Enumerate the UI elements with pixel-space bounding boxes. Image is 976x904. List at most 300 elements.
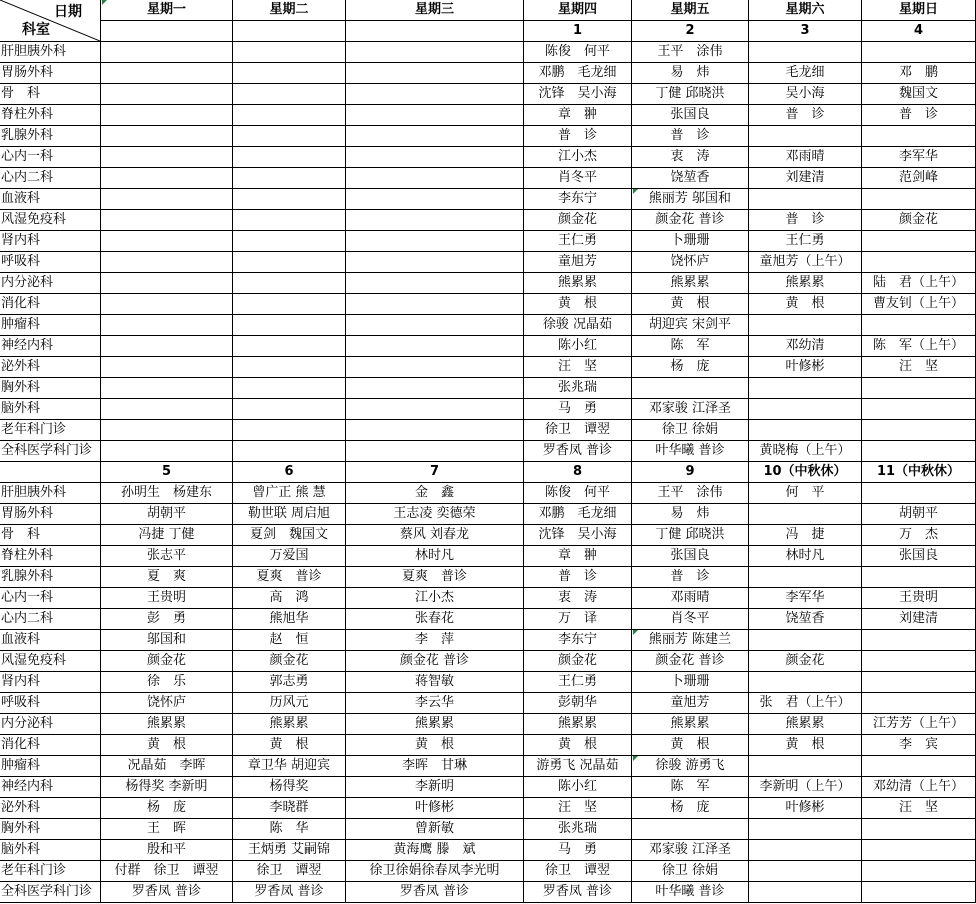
schedule-cell[interactable]: 游勇飞 况晶茹 [524, 756, 632, 777]
schedule-cell[interactable]: 李 萍 [346, 630, 524, 651]
schedule-cell[interactable] [749, 189, 862, 210]
schedule-cell[interactable]: 林时凡 [346, 546, 524, 567]
weekday-header-7[interactable]: 星期日 [862, 0, 976, 21]
schedule-cell[interactable]: 冯 捷 [749, 525, 862, 546]
schedule-cell[interactable]: 江小杰 [346, 588, 524, 609]
schedule-cell[interactable]: 叶华曦 普诊 [632, 441, 749, 462]
schedule-cell[interactable] [101, 252, 233, 273]
weekday-header-2[interactable]: 星期二 [233, 0, 346, 21]
schedule-cell[interactable]: 赵 恒 [233, 630, 346, 651]
department-label[interactable]: 骨 科 [0, 84, 101, 105]
schedule-cell[interactable]: 张志平 [101, 546, 233, 567]
schedule-cell[interactable]: 卜珊珊 [632, 231, 749, 252]
schedule-cell[interactable] [233, 399, 346, 420]
schedule-cell[interactable] [233, 147, 346, 168]
schedule-cell[interactable]: 江芳芳（上午） [862, 714, 976, 735]
schedule-cell[interactable]: 魏国文 [862, 84, 976, 105]
schedule-cell[interactable]: 张兆瑞 [524, 819, 632, 840]
schedule-cell[interactable] [346, 399, 524, 420]
schedule-cell[interactable] [862, 651, 976, 672]
schedule-cell[interactable]: 衷 涛 [524, 588, 632, 609]
schedule-cell[interactable]: 杨得奖 [233, 777, 346, 798]
schedule-cell[interactable]: 刘建清 [749, 168, 862, 189]
schedule-cell[interactable]: 邬国和 [101, 630, 233, 651]
department-label[interactable]: 全科医学科门诊 [0, 882, 101, 903]
schedule-cell[interactable]: 李军华 [862, 147, 976, 168]
schedule-cell[interactable]: 陆 君（上午） [862, 273, 976, 294]
schedule-cell[interactable] [233, 441, 346, 462]
schedule-cell[interactable] [101, 273, 233, 294]
schedule-cell[interactable] [632, 819, 749, 840]
schedule-cell[interactable]: 孙明生 杨建东 [101, 483, 233, 504]
schedule-cell[interactable]: 蒋智敏 [346, 672, 524, 693]
schedule-cell[interactable]: 汪 坚 [862, 357, 976, 378]
department-label[interactable]: 肝胆胰外科 [0, 42, 101, 63]
week2-date-cell[interactable]: 6 [233, 462, 346, 483]
schedule-cell[interactable]: 章 翀 [524, 546, 632, 567]
weekday-header-6[interactable]: 星期六 [749, 0, 862, 21]
schedule-cell[interactable]: 蔡风 刘春龙 [346, 525, 524, 546]
department-label[interactable]: 老年科门诊 [0, 861, 101, 882]
schedule-cell[interactable] [346, 420, 524, 441]
schedule-cell[interactable] [346, 168, 524, 189]
schedule-cell[interactable]: 马 勇 [524, 399, 632, 420]
week2-date-cell[interactable]: 9 [632, 462, 749, 483]
schedule-cell[interactable] [862, 252, 976, 273]
schedule-cell[interactable]: 王仁勇 [524, 231, 632, 252]
schedule-cell[interactable]: 历风元 [233, 693, 346, 714]
schedule-cell[interactable]: 张国良 [862, 546, 976, 567]
schedule-cell[interactable]: 叶华曦 普诊 [632, 882, 749, 903]
schedule-cell[interactable]: 毛龙细 [749, 63, 862, 84]
schedule-cell[interactable] [862, 840, 976, 861]
weekday-header-5[interactable]: 星期五 [632, 0, 749, 21]
schedule-cell[interactable]: 夏爽 普诊 [346, 567, 524, 588]
schedule-cell[interactable] [749, 756, 862, 777]
schedule-cell[interactable]: 汪 坚 [524, 357, 632, 378]
schedule-cell[interactable]: 冯捷 丁健 [101, 525, 233, 546]
schedule-cell[interactable]: 颜金花 [524, 210, 632, 231]
schedule-cell[interactable]: 万 译 [524, 609, 632, 630]
schedule-cell[interactable] [233, 252, 346, 273]
schedule-cell[interactable] [632, 378, 749, 399]
schedule-cell[interactable]: 叶修彬 [749, 798, 862, 819]
department-label[interactable]: 消化科 [0, 735, 101, 756]
department-label[interactable]: 老年科门诊 [0, 420, 101, 441]
weekday-header-4[interactable]: 星期四 [524, 0, 632, 21]
schedule-cell[interactable]: 熊丽芳 邬国和 [632, 189, 749, 210]
schedule-cell[interactable]: 沈锋 吴小海 [524, 84, 632, 105]
schedule-cell[interactable]: 颜金花 [233, 651, 346, 672]
schedule-cell[interactable] [101, 126, 233, 147]
schedule-cell[interactable]: 熊累累 [749, 714, 862, 735]
schedule-cell[interactable]: 郭志勇 [233, 672, 346, 693]
schedule-cell[interactable]: 汪 坚 [524, 798, 632, 819]
schedule-cell[interactable]: 张春花 [346, 609, 524, 630]
schedule-cell[interactable]: 熊累累 [632, 714, 749, 735]
schedule-cell[interactable] [346, 126, 524, 147]
schedule-cell[interactable] [749, 630, 862, 651]
department-label[interactable]: 肾内科 [0, 672, 101, 693]
schedule-cell[interactable]: 徐骏 况晶茹 [524, 315, 632, 336]
schedule-cell[interactable]: 勒世联 周启旭 [233, 504, 346, 525]
schedule-cell[interactable]: 万 杰 [862, 525, 976, 546]
schedule-cell[interactable]: 王平 涂伟 [632, 42, 749, 63]
schedule-cell[interactable]: 马 勇 [524, 840, 632, 861]
department-label[interactable]: 内分泌科 [0, 273, 101, 294]
department-label[interactable]: 风湿免疫科 [0, 210, 101, 231]
schedule-cell[interactable] [346, 147, 524, 168]
schedule-cell[interactable]: 张国良 [632, 546, 749, 567]
schedule-cell[interactable]: 黄 根 [632, 294, 749, 315]
schedule-cell[interactable]: 高 鸿 [233, 588, 346, 609]
schedule-cell[interactable]: 叶修彬 [346, 798, 524, 819]
schedule-cell[interactable]: 杨 庞 [632, 357, 749, 378]
schedule-cell[interactable] [233, 357, 346, 378]
schedule-cell[interactable]: 林时凡 [749, 546, 862, 567]
department-label[interactable]: 肾内科 [0, 231, 101, 252]
schedule-cell[interactable]: 黄 根 [346, 735, 524, 756]
schedule-cell[interactable]: 杨 庞 [632, 798, 749, 819]
schedule-cell[interactable] [346, 105, 524, 126]
week1-date-cell[interactable] [233, 21, 346, 42]
schedule-cell[interactable] [749, 42, 862, 63]
weekday-header-3[interactable]: 星期三 [346, 0, 524, 21]
schedule-cell[interactable] [749, 840, 862, 861]
schedule-cell[interactable] [346, 378, 524, 399]
schedule-cell[interactable]: 王平 涂伟 [632, 483, 749, 504]
schedule-cell[interactable]: 罗香凤 普诊 [524, 441, 632, 462]
schedule-cell[interactable] [346, 441, 524, 462]
department-label[interactable]: 血液科 [0, 189, 101, 210]
department-label[interactable]: 胸外科 [0, 819, 101, 840]
schedule-cell[interactable]: 黄海鹰 滕 斌 [346, 840, 524, 861]
schedule-cell[interactable] [749, 315, 862, 336]
schedule-cell[interactable]: 熊旭华 [233, 609, 346, 630]
department-label[interactable]: 泌外科 [0, 357, 101, 378]
schedule-cell[interactable] [346, 84, 524, 105]
schedule-cell[interactable]: 王志凌 奕德荣 [346, 504, 524, 525]
schedule-cell[interactable]: 张兆瑞 [524, 378, 632, 399]
schedule-cell[interactable] [862, 630, 976, 651]
department-label[interactable]: 呼吸科 [0, 252, 101, 273]
schedule-cell[interactable]: 李东宁 [524, 189, 632, 210]
schedule-cell[interactable]: 李晓群 [233, 798, 346, 819]
schedule-cell[interactable] [862, 819, 976, 840]
schedule-cell[interactable]: 邓幼清（上午） [862, 777, 976, 798]
schedule-cell[interactable] [749, 882, 862, 903]
schedule-cell[interactable]: 饶怀庐 [632, 252, 749, 273]
week1-date-cell[interactable]: 4 [862, 21, 976, 42]
schedule-cell[interactable]: 熊累累 [101, 714, 233, 735]
schedule-cell[interactable] [749, 819, 862, 840]
schedule-cell[interactable]: 肖冬平 [524, 168, 632, 189]
department-label[interactable]: 心内二科 [0, 168, 101, 189]
schedule-cell[interactable] [749, 861, 862, 882]
department-label[interactable]: 肝胆胰外科 [0, 483, 101, 504]
department-label[interactable]: 神经内科 [0, 336, 101, 357]
schedule-cell[interactable] [862, 189, 976, 210]
schedule-cell[interactable]: 饶怀庐 [101, 693, 233, 714]
schedule-cell[interactable]: 殷和平 [101, 840, 233, 861]
schedule-cell[interactable]: 王贵明 [862, 588, 976, 609]
schedule-cell[interactable]: 丁健 邱晓洪 [632, 525, 749, 546]
schedule-cell[interactable]: 曾新敏 [346, 819, 524, 840]
schedule-cell[interactable]: 陈 军 [632, 777, 749, 798]
schedule-cell[interactable]: 黄 根 [524, 735, 632, 756]
department-label[interactable]: 脑外科 [0, 399, 101, 420]
department-label[interactable]: 消化科 [0, 294, 101, 315]
schedule-cell[interactable]: 李东宁 [524, 630, 632, 651]
schedule-cell[interactable]: 饶堃香 [632, 168, 749, 189]
schedule-cell[interactable] [862, 756, 976, 777]
schedule-cell[interactable]: 黄 根 [524, 294, 632, 315]
department-label[interactable]: 内分泌科 [0, 714, 101, 735]
schedule-cell[interactable]: 邓鹏 毛龙细 [524, 63, 632, 84]
schedule-cell[interactable]: 王炳勇 艾嗣锦 [233, 840, 346, 861]
schedule-cell[interactable]: 徐卫 徐娟 [632, 420, 749, 441]
schedule-cell[interactable]: 徐卫 谭翌 [524, 420, 632, 441]
schedule-cell[interactable] [101, 147, 233, 168]
schedule-cell[interactable] [749, 504, 862, 525]
schedule-cell[interactable] [346, 315, 524, 336]
department-label[interactable]: 脑外科 [0, 840, 101, 861]
schedule-cell[interactable]: 丁健 邱晓洪 [632, 84, 749, 105]
schedule-cell[interactable] [862, 231, 976, 252]
schedule-cell[interactable] [101, 441, 233, 462]
schedule-cell[interactable]: 江小杰 [524, 147, 632, 168]
schedule-cell[interactable]: 易 炜 [632, 63, 749, 84]
schedule-cell[interactable] [749, 672, 862, 693]
schedule-cell[interactable]: 肖冬平 [632, 609, 749, 630]
schedule-cell[interactable]: 普 诊 [749, 105, 862, 126]
schedule-cell[interactable]: 邓鹏 毛龙细 [524, 504, 632, 525]
week1-date-cell[interactable]: 3 [749, 21, 862, 42]
schedule-cell[interactable]: 夏 爽 [101, 567, 233, 588]
schedule-cell[interactable]: 徐骏 游勇飞 [632, 756, 749, 777]
schedule-cell[interactable]: 夏爽 普诊 [233, 567, 346, 588]
schedule-cell[interactable]: 曹友钊（上午） [862, 294, 976, 315]
schedule-cell[interactable]: 付群 徐卫 谭翌 [101, 861, 233, 882]
schedule-cell[interactable]: 颜金花 [101, 651, 233, 672]
schedule-cell[interactable] [101, 105, 233, 126]
schedule-cell[interactable] [862, 861, 976, 882]
schedule-cell[interactable] [862, 420, 976, 441]
schedule-cell[interactable]: 金 鑫 [346, 483, 524, 504]
schedule-cell[interactable]: 曾广正 熊 慧 [233, 483, 346, 504]
schedule-cell[interactable]: 徐卫 谭翌 [233, 861, 346, 882]
schedule-cell[interactable] [346, 63, 524, 84]
schedule-cell[interactable]: 邓雨晴 [749, 147, 862, 168]
schedule-cell[interactable]: 章 翀 [524, 105, 632, 126]
schedule-cell[interactable]: 徐卫 徐娟 [632, 861, 749, 882]
schedule-cell[interactable]: 罗香凤 普诊 [346, 882, 524, 903]
schedule-cell[interactable] [346, 252, 524, 273]
schedule-cell[interactable] [862, 672, 976, 693]
schedule-cell[interactable]: 熊累累 [749, 273, 862, 294]
schedule-cell[interactable]: 颜金花 [862, 210, 976, 231]
week1-date-cell[interactable] [346, 21, 524, 42]
schedule-cell[interactable] [862, 399, 976, 420]
schedule-cell[interactable] [233, 105, 346, 126]
schedule-cell[interactable]: 颜金花 普诊 [632, 210, 749, 231]
schedule-cell[interactable]: 饶堃香 [749, 609, 862, 630]
schedule-cell[interactable] [101, 42, 233, 63]
department-label[interactable]: 胃肠外科 [0, 63, 101, 84]
schedule-cell[interactable]: 普 诊 [749, 210, 862, 231]
schedule-cell[interactable]: 熊累累 [524, 714, 632, 735]
schedule-cell[interactable]: 陈俊 何平 [524, 42, 632, 63]
schedule-cell[interactable]: 李晖 甘琳 [346, 756, 524, 777]
schedule-cell[interactable]: 李云华 [346, 693, 524, 714]
schedule-cell[interactable]: 夏剑 魏国文 [233, 525, 346, 546]
schedule-cell[interactable] [862, 483, 976, 504]
schedule-cell[interactable]: 何 平 [749, 483, 862, 504]
schedule-cell[interactable]: 易 炜 [632, 504, 749, 525]
schedule-cell[interactable] [233, 63, 346, 84]
schedule-cell[interactable]: 邓幼清 [749, 336, 862, 357]
schedule-cell[interactable] [101, 315, 233, 336]
department-label[interactable]: 神经内科 [0, 777, 101, 798]
schedule-cell[interactable]: 邓家骏 江泽圣 [632, 399, 749, 420]
schedule-cell[interactable]: 童旭芳 [524, 252, 632, 273]
schedule-cell[interactable]: 徐卫徐娟徐春凤李光明 [346, 861, 524, 882]
week2-date-cell[interactable]: 10（中秋休） [749, 462, 862, 483]
schedule-cell[interactable]: 黄 根 [749, 735, 862, 756]
schedule-cell[interactable] [101, 294, 233, 315]
schedule-cell[interactable] [862, 882, 976, 903]
schedule-cell[interactable]: 王仁勇 [524, 672, 632, 693]
schedule-cell[interactable]: 范剑峰 [862, 168, 976, 189]
schedule-cell[interactable] [101, 336, 233, 357]
schedule-cell[interactable]: 卜珊珊 [632, 672, 749, 693]
schedule-cell[interactable] [233, 273, 346, 294]
schedule-cell[interactable]: 胡朝平 [101, 504, 233, 525]
schedule-cell[interactable] [101, 84, 233, 105]
department-label[interactable]: 全科医学科门诊 [0, 441, 101, 462]
schedule-cell[interactable]: 李军华 [749, 588, 862, 609]
department-label[interactable]: 乳腺外科 [0, 567, 101, 588]
schedule-cell[interactable]: 黄 根 [632, 735, 749, 756]
schedule-cell[interactable] [101, 357, 233, 378]
week2-date-cell[interactable]: 7 [346, 462, 524, 483]
schedule-cell[interactable]: 黄 根 [749, 294, 862, 315]
schedule-cell[interactable]: 颜金花 普诊 [346, 651, 524, 672]
schedule-cell[interactable]: 杨得奖 李新明 [101, 777, 233, 798]
schedule-cell[interactable] [749, 567, 862, 588]
week1-date-cell[interactable]: 1 [524, 21, 632, 42]
department-label[interactable]: 骨 科 [0, 525, 101, 546]
schedule-cell[interactable] [101, 189, 233, 210]
schedule-cell[interactable] [233, 231, 346, 252]
department-label[interactable]: 胃肠外科 [0, 504, 101, 525]
schedule-cell[interactable] [749, 420, 862, 441]
schedule-cell[interactable]: 王 晖 [101, 819, 233, 840]
department-label[interactable]: 心内一科 [0, 147, 101, 168]
schedule-cell[interactable]: 陈小红 [524, 336, 632, 357]
schedule-cell[interactable]: 万爱国 [233, 546, 346, 567]
schedule-cell[interactable] [346, 357, 524, 378]
schedule-cell[interactable] [346, 189, 524, 210]
schedule-cell[interactable]: 张国良 [632, 105, 749, 126]
schedule-cell[interactable]: 黄晓梅（上午） [749, 441, 862, 462]
schedule-cell[interactable]: 彭朝华 [524, 693, 632, 714]
schedule-cell[interactable] [862, 126, 976, 147]
schedule-cell[interactable]: 衷 涛 [632, 147, 749, 168]
schedule-cell[interactable] [862, 315, 976, 336]
schedule-cell[interactable]: 熊累累 [233, 714, 346, 735]
schedule-cell[interactable] [233, 42, 346, 63]
schedule-cell[interactable]: 陈 华 [233, 819, 346, 840]
schedule-cell[interactable] [749, 378, 862, 399]
week2-date-cell[interactable]: 5 [101, 462, 233, 483]
schedule-cell[interactable] [233, 168, 346, 189]
schedule-cell[interactable] [233, 189, 346, 210]
schedule-cell[interactable]: 王仁勇 [749, 231, 862, 252]
schedule-cell[interactable]: 吴小海 [749, 84, 862, 105]
schedule-cell[interactable]: 熊累累 [346, 714, 524, 735]
department-label[interactable]: 泌外科 [0, 798, 101, 819]
week1-date-cell[interactable]: 2 [632, 21, 749, 42]
department-label[interactable]: 脊柱外科 [0, 546, 101, 567]
schedule-cell[interactable] [346, 273, 524, 294]
schedule-cell[interactable]: 张 君（上午） [749, 693, 862, 714]
schedule-cell[interactable]: 李新明 [346, 777, 524, 798]
schedule-cell[interactable] [101, 63, 233, 84]
department-label[interactable]: 风湿免疫科 [0, 651, 101, 672]
schedule-cell[interactable]: 彭 勇 [101, 609, 233, 630]
department-label[interactable]: 肿瘤科 [0, 756, 101, 777]
schedule-cell[interactable] [101, 378, 233, 399]
schedule-cell[interactable] [862, 441, 976, 462]
schedule-cell[interactable] [101, 399, 233, 420]
schedule-cell[interactable] [346, 42, 524, 63]
schedule-cell[interactable]: 熊累累 [632, 273, 749, 294]
department-label[interactable]: 心内二科 [0, 609, 101, 630]
schedule-cell[interactable]: 胡朝平 [862, 504, 976, 525]
schedule-cell[interactable]: 黄 根 [101, 735, 233, 756]
weekday-header-1[interactable]: 星期一 [101, 0, 233, 21]
schedule-cell[interactable]: 况晶茹 李晖 [101, 756, 233, 777]
schedule-cell[interactable]: 普 诊 [524, 126, 632, 147]
schedule-cell[interactable] [101, 231, 233, 252]
schedule-cell[interactable]: 陈 军 [632, 336, 749, 357]
schedule-cell[interactable]: 普 诊 [632, 126, 749, 147]
schedule-cell[interactable]: 邓家骏 江泽圣 [632, 840, 749, 861]
schedule-cell[interactable]: 徐 乐 [101, 672, 233, 693]
schedule-cell[interactable] [346, 294, 524, 315]
schedule-cell[interactable]: 汪 坚 [862, 798, 976, 819]
schedule-cell[interactable]: 罗香凤 普诊 [101, 882, 233, 903]
schedule-cell[interactable] [233, 336, 346, 357]
department-label[interactable]: 心内一科 [0, 588, 101, 609]
schedule-cell[interactable]: 杨 庞 [101, 798, 233, 819]
schedule-cell[interactable]: 徐卫 谭翌 [524, 861, 632, 882]
schedule-cell[interactable]: 李新明（上午） [749, 777, 862, 798]
schedule-cell[interactable] [101, 420, 233, 441]
schedule-cell[interactable] [101, 210, 233, 231]
schedule-cell[interactable]: 胡迎宾 宋剑平 [632, 315, 749, 336]
schedule-cell[interactable]: 颜金花 普诊 [632, 651, 749, 672]
schedule-cell[interactable] [862, 567, 976, 588]
week1-date-cell[interactable] [101, 21, 233, 42]
schedule-cell[interactable] [862, 42, 976, 63]
schedule-cell[interactable] [749, 126, 862, 147]
schedule-cell[interactable]: 普 诊 [632, 567, 749, 588]
schedule-cell[interactable]: 章卫华 胡迎宾 [233, 756, 346, 777]
department-label[interactable]: 血液科 [0, 630, 101, 651]
schedule-cell[interactable]: 王贵明 [101, 588, 233, 609]
